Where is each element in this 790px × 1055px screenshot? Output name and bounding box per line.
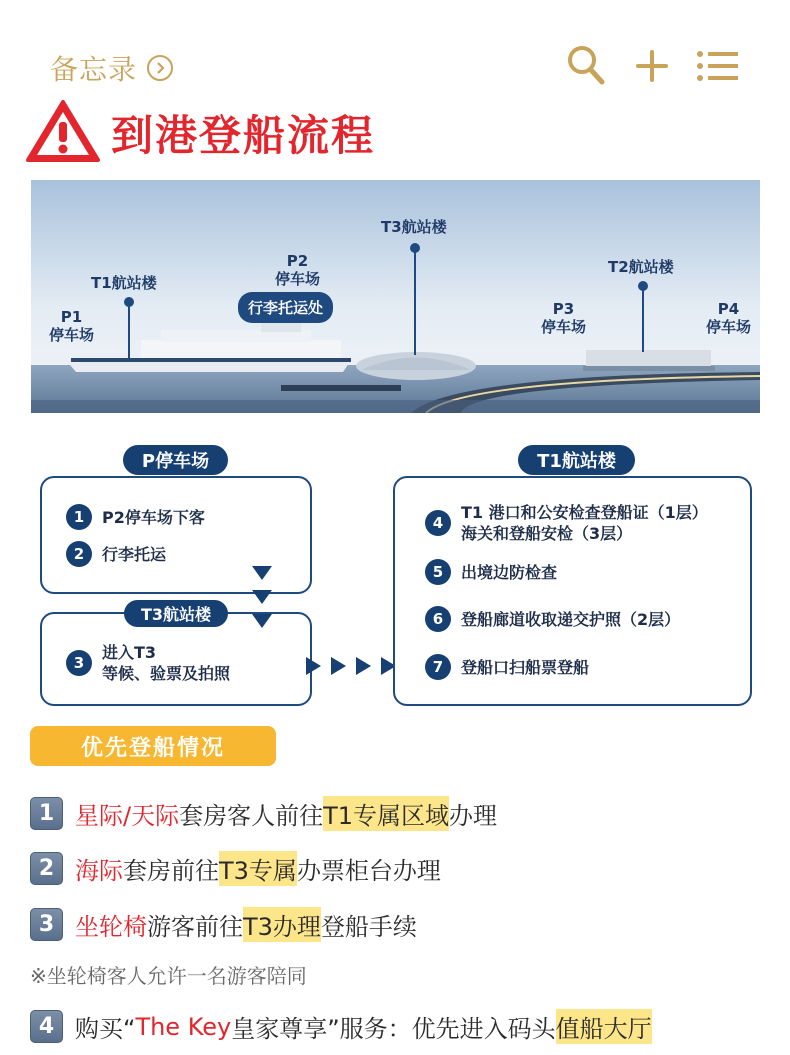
list-icon[interactable] xyxy=(696,44,740,90)
search-icon[interactable] xyxy=(566,44,606,90)
arrow-down-icon xyxy=(252,614,272,628)
header xyxy=(0,0,790,110)
step-2: 2 行李托运 xyxy=(66,541,166,567)
p4-label: P4 停车场 xyxy=(706,300,752,336)
arrow-down-icon xyxy=(252,566,272,580)
priority-item-1: 1 星际/天际 套房客人前往 T1专属区域 办理 xyxy=(30,796,497,831)
step-7: 7 登船口扫船票登船 xyxy=(425,654,589,680)
p2-label: P2 停车场 xyxy=(275,252,321,288)
priority-item-4: 4 购买“ The Key 皇家尊享”服务：优先进入码头 值船大厅 xyxy=(30,1009,652,1044)
baggage-drop-label: 行李托运处 xyxy=(238,292,333,323)
step-1: 1 P2停车场下客 xyxy=(66,504,205,530)
priority-item-2: 2 海际 套房前往 T3专属 办票柜台办理 xyxy=(30,851,441,886)
plus-icon[interactable] xyxy=(634,44,670,90)
t3-label: T3航站楼 xyxy=(381,218,447,236)
parking-tag: P停车场 xyxy=(123,445,228,475)
arrow-right-icon xyxy=(356,657,371,675)
p3-label: P3 停车场 xyxy=(541,300,587,336)
number-3-icon: 3 xyxy=(30,908,63,941)
priority-boarding-badge: 优先登船情况 xyxy=(30,726,276,766)
arrow-right-icon xyxy=(306,657,321,675)
t3-pin-line xyxy=(414,250,416,355)
t1-label: T1航站楼 xyxy=(91,274,157,292)
page-title: 到港登船流程 xyxy=(111,111,376,160)
step-6: 6 登船廊道收取递交护照（2层） xyxy=(425,606,680,632)
t1-tag: T1航站楼 xyxy=(518,445,635,475)
t3-tag: T3航站楼 xyxy=(124,600,228,627)
step-5: 5 出境边防检查 xyxy=(425,559,557,585)
back-label: 备忘录 xyxy=(50,53,138,86)
arrow-right-icon xyxy=(331,657,346,675)
warning-icon xyxy=(25,98,101,168)
number-4-icon: 4 xyxy=(30,1010,63,1043)
number-2-icon: 2 xyxy=(30,852,63,885)
p1-label: P1 停车场 xyxy=(49,308,95,344)
number-1-icon: 1 xyxy=(30,797,63,830)
step-3: 3 进入T3 等候、验票及拍照 xyxy=(66,642,230,684)
t1-pin-line xyxy=(128,305,130,360)
t2-pin-line xyxy=(642,288,644,352)
back-to-notes-button[interactable] xyxy=(50,48,173,88)
t2-label: T2航站楼 xyxy=(608,258,674,276)
arrow-down-icon xyxy=(252,590,272,604)
chevron-right-icon xyxy=(147,55,173,81)
title-row xyxy=(25,98,375,168)
priority-item-3: 3 坐轮椅 游客前往 T3办理 登船手续 xyxy=(30,907,417,942)
step-4: 4 T1 港口和公安检查登船证（1层） 海关和登船安检（3层） xyxy=(425,502,708,544)
wheelchair-note: ※坐轮椅客人允许一名游客陪同 xyxy=(30,964,307,988)
terminal-photo xyxy=(31,180,760,413)
